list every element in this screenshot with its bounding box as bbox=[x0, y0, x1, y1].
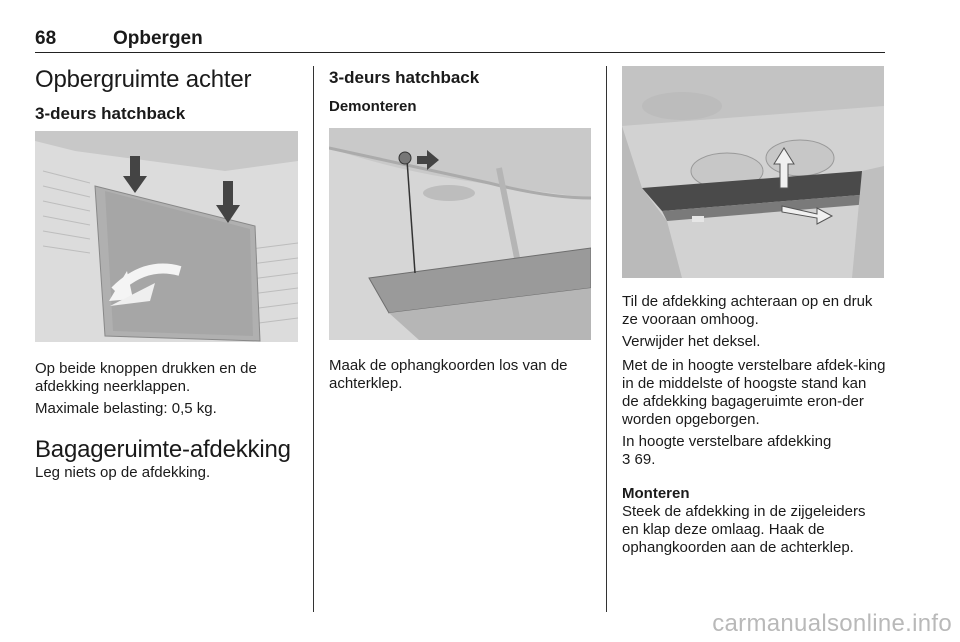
page-reference-link[interactable]: 3 69. bbox=[622, 451, 656, 468]
cargo-cover-lift-illustration bbox=[622, 66, 884, 278]
paragraph: Til de afdekking achteraan op en druk ze vooraan omhoog. bbox=[622, 293, 873, 328]
tailgate-cord-illustration bbox=[329, 128, 591, 340]
paragraph: Maak de ophangkoorden los van de achterklep. bbox=[329, 357, 568, 392]
page-header bbox=[35, 28, 885, 53]
storage-compartment-illustration bbox=[35, 131, 298, 342]
paragraph: Leg niets op de afdekking. bbox=[35, 464, 211, 481]
step-title: Demonteren bbox=[329, 98, 417, 115]
step-title: Monteren bbox=[622, 485, 690, 502]
chapter-title: Opbergen bbox=[113, 28, 203, 49]
paragraph: Steek de afdekking in de zijgeleiders en klap deze omlaag. Haak de ophangkoorden aan de achterklep. bbox=[622, 503, 866, 556]
paragraph bbox=[622, 433, 886, 469]
section-title: Opbergruimte achter bbox=[35, 66, 252, 93]
paragraph: Verwijder het deksel. bbox=[622, 333, 761, 350]
subsection-title: 3-deurs hatchback bbox=[35, 104, 186, 123]
paragraph-line: In hoogte verstelbare afdekking bbox=[622, 433, 832, 450]
section-title: Bagageruimte-afdekking bbox=[35, 436, 291, 463]
tailgate-cord-drawing bbox=[329, 128, 591, 340]
paragraph: Met de in hoogte verstelbare afdek-king in de middelste of hoogste stand kan de afdekking bagageruimte eron-der worden opgeborgen. bbox=[622, 357, 886, 428]
column-divider bbox=[313, 66, 314, 612]
column-divider bbox=[606, 66, 607, 612]
paragraph: Maximale belasting: 0,5 kg. bbox=[35, 400, 217, 417]
storage-compartment-drawing bbox=[35, 131, 298, 342]
watermark: carmanualsonline.info bbox=[712, 610, 952, 637]
cargo-cover-lift-drawing bbox=[622, 66, 884, 278]
subsection-title: 3-deurs hatchback bbox=[329, 68, 480, 87]
page-number: 68 bbox=[35, 28, 57, 49]
paragraph: Op beide knoppen drukken en de afdekking neerklappen. bbox=[35, 360, 257, 395]
